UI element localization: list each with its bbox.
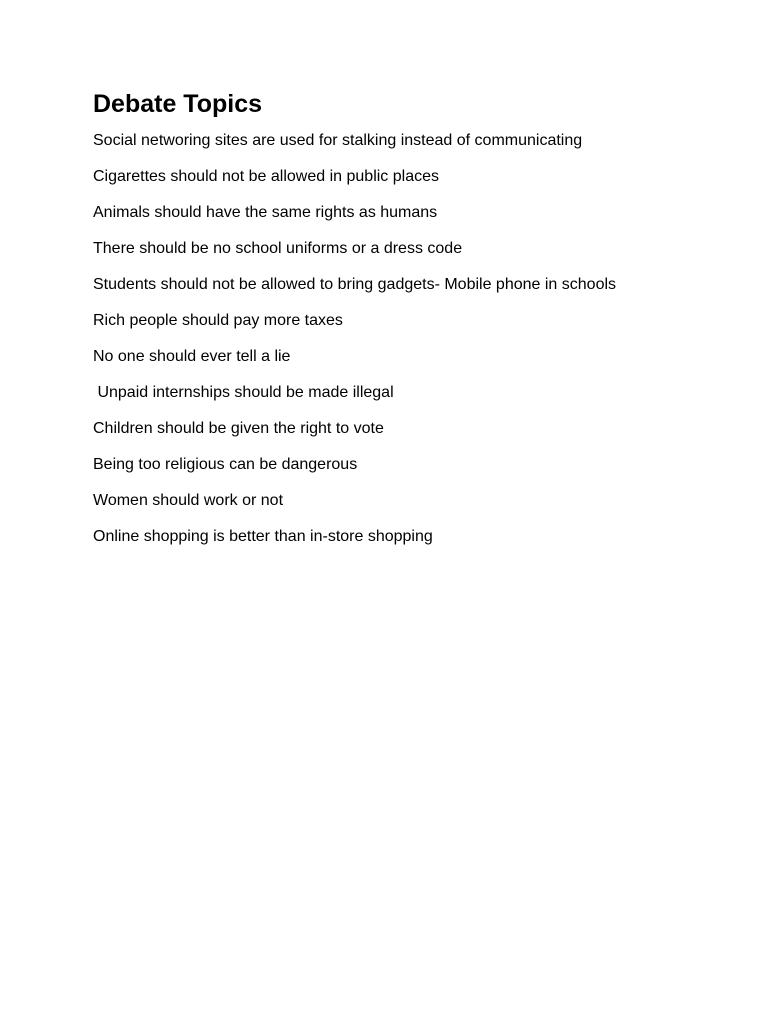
topic-item: Cigarettes should not be allowed in public places [93,168,439,185]
document-title: Debate Topics [93,90,263,118]
topic-item: Women should work or not [93,492,284,509]
topic-item: Being too religious can be dangerous [93,456,358,473]
topic-item: Animals should have the same rights as humans [93,204,438,221]
topic-item: Students should not be allowed to bring gadgets- Mobile phone in schools [93,276,617,293]
document-body [93,88,713,563]
topic-item: No one should ever tell a lie [93,348,291,365]
topic-item: There should be no school uniforms or a dress code [93,240,463,257]
topic-item: Rich people should pay more taxes [93,312,343,329]
topic-list [93,131,713,547]
topic-item: Children should be given the right to vote [93,420,384,437]
topic-item: Unpaid internships should be made illegal [93,384,394,401]
topic-item: Social networing sites are used for stalking instead of communicating [93,132,583,149]
topic-item: Online shopping is better than in-store shopping [93,528,433,545]
